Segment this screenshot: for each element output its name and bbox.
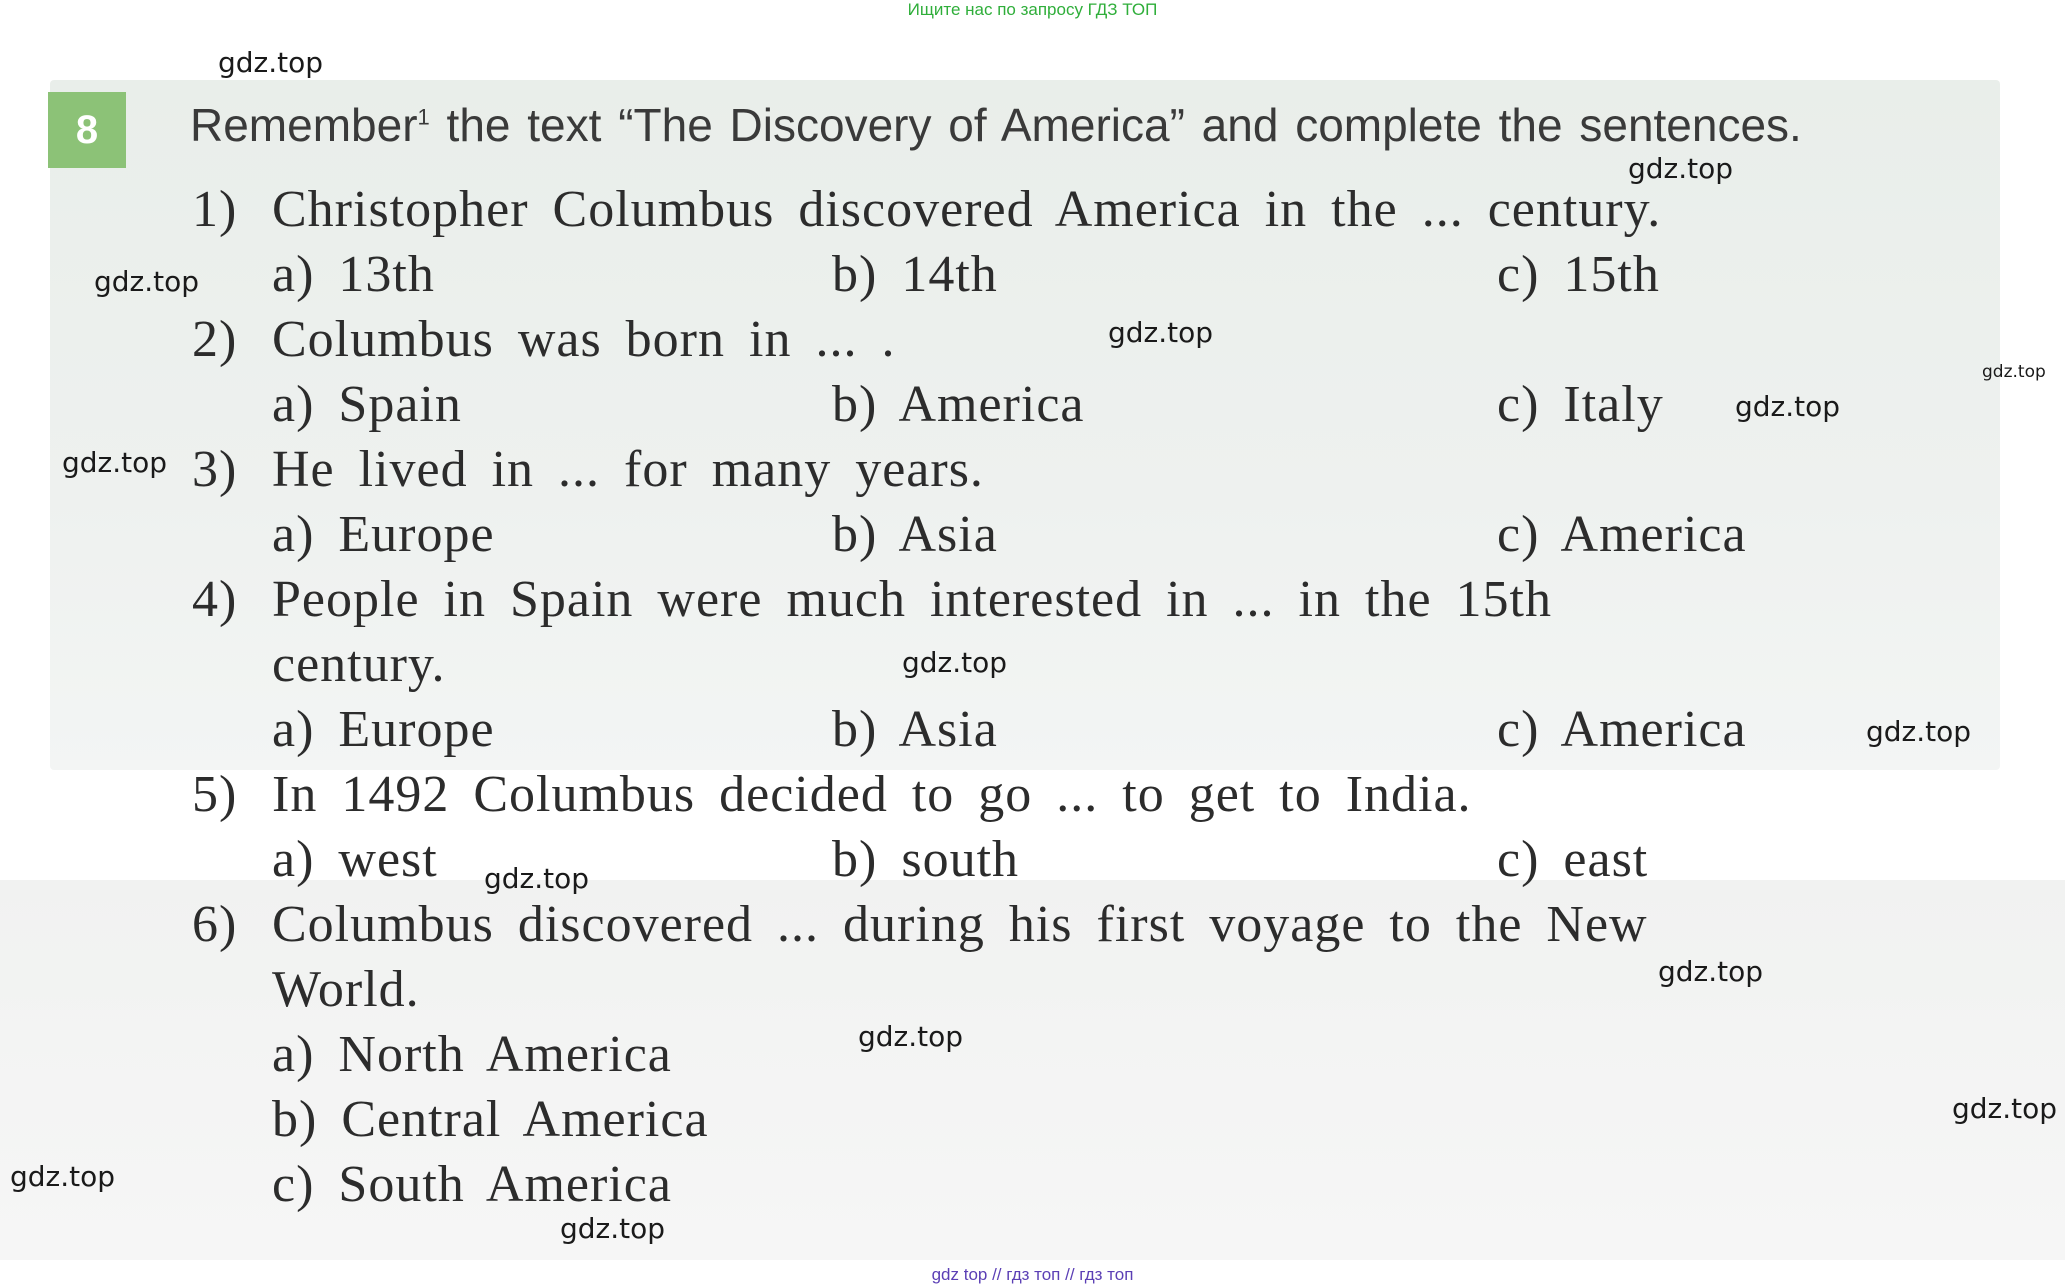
option-b: b) Asia bbox=[832, 506, 998, 563]
question-text: Columbus was born in ... . bbox=[272, 311, 896, 368]
option-c: c) America bbox=[1497, 701, 1747, 758]
option-a: a) Europe bbox=[272, 506, 495, 563]
instruction-verb: Remember bbox=[190, 99, 418, 151]
option-c: c) South America bbox=[272, 1156, 672, 1213]
option-c: c) America bbox=[1497, 506, 1747, 563]
option-b: b) south bbox=[832, 831, 1020, 888]
question-text-continued: century. bbox=[272, 636, 446, 693]
option-a: a) North America bbox=[272, 1026, 672, 1083]
option-a: a) Europe bbox=[272, 701, 495, 758]
watermark: gdz.top bbox=[1952, 1092, 2058, 1125]
watermark: gdz.top bbox=[902, 646, 1008, 679]
watermark: gdz.top bbox=[484, 862, 590, 895]
question-number: 1) bbox=[192, 181, 238, 238]
question-text: Christopher Columbus discovered America in the ... century. bbox=[272, 181, 1662, 238]
question-number: 6) bbox=[192, 896, 238, 953]
question-number: 4) bbox=[192, 571, 238, 628]
question-text-continued: World. bbox=[272, 961, 420, 1018]
watermark: gdz.top bbox=[858, 1020, 964, 1053]
watermark: gdz.top bbox=[94, 265, 200, 298]
question-text: People in Spain were much interested in ... in the 15th bbox=[272, 571, 1552, 628]
question-number: 3) bbox=[192, 441, 238, 498]
option-b: b) 14th bbox=[832, 246, 998, 303]
footer-watermark: gdz top // гдз топ // гдз топ bbox=[931, 1265, 1134, 1284]
footnote-marker: 1 bbox=[417, 104, 430, 130]
watermark: gdz.top bbox=[560, 1212, 666, 1245]
search-hint: Ищите нас по запросу ГДЗ ТОП bbox=[907, 0, 1158, 19]
question-number: 2) bbox=[192, 311, 238, 368]
watermark: gdz.top bbox=[218, 46, 324, 79]
exercise-instruction bbox=[190, 98, 2010, 152]
option-c: c) 15th bbox=[1497, 246, 1660, 303]
option-c: c) Italy bbox=[1497, 376, 1664, 433]
option-b: b) Central America bbox=[272, 1091, 709, 1148]
option-b: b) America bbox=[832, 376, 1085, 433]
exercise-number-badge: 8 bbox=[48, 92, 126, 168]
question-number: 5) bbox=[192, 766, 238, 823]
instruction-text: the text “The Discovery of America” and complete the sentences. bbox=[446, 99, 1802, 151]
watermark: gdz.top bbox=[10, 1160, 116, 1193]
option-a: a) 13th bbox=[272, 246, 435, 303]
watermark: gdz.top bbox=[1108, 316, 1214, 349]
option-b: b) Asia bbox=[832, 701, 998, 758]
option-c: c) east bbox=[1497, 831, 1649, 888]
watermark: gdz.top bbox=[62, 446, 168, 479]
question-text: In 1492 Columbus decided to go ... to get to India. bbox=[272, 766, 1472, 823]
option-a: a) west bbox=[272, 831, 438, 888]
question-text: Columbus discovered ... during his first voyage to the New bbox=[272, 896, 1648, 953]
option-a: a) Spain bbox=[272, 376, 462, 433]
watermark: gdz.top bbox=[1982, 362, 2046, 382]
watermark: gdz.top bbox=[1866, 715, 1972, 748]
watermark: gdz.top bbox=[1628, 152, 1734, 185]
watermark: gdz.top bbox=[1735, 390, 1841, 423]
watermark: gdz.top bbox=[1658, 955, 1764, 988]
question-text: He lived in ... for many years. bbox=[272, 441, 984, 498]
